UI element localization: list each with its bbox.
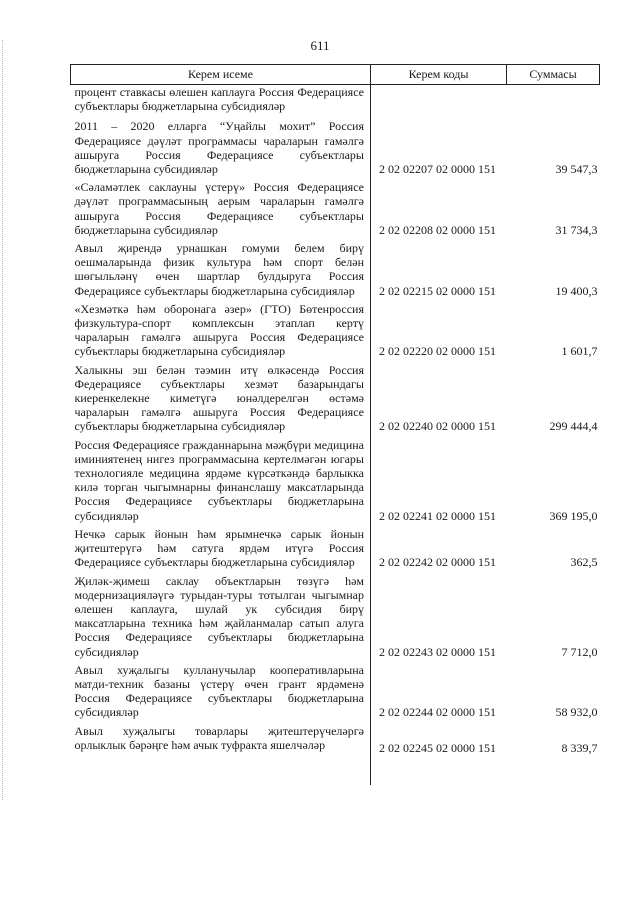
item-name: Авыл хуҗалыгы кулланучылар кооперативларына матди-техник базаны үстерү өчен грант ярдәменә Россия Федерациясе субъектлары бюджетларына субсидияләр bbox=[71, 663, 371, 724]
item-name: 2011 – 2020 елларга “Уңайлы мохит” Россия Федерациясе дәүләт программасы чараларын гамәлгә ашыруга Россия Федерациясе субъектлары бюджетларына субсидияләр bbox=[71, 119, 371, 180]
item-sum: 7 712,0 bbox=[561, 644, 598, 659]
table-row bbox=[71, 119, 600, 180]
item-code: 2 02 02220 02 0000 151 bbox=[379, 344, 496, 359]
item-name: Россия Федерациясе гражданнарына мәҗбүри медицина иминиятенең нигез программасына кертелмәгән югары технологияле медицина ярдәме күрсәткәндә барлыкка килә торган чыгымнарны финанслашу максатларында Россия Федерациясе субъектлары бюджетларына субсидияләр bbox=[71, 438, 371, 527]
table-row bbox=[71, 363, 600, 438]
item-name: Нечкә сарык йонын һәм ярымнечкә сарык йонын җитештерүгә һәм сатуга ярдәм итүгә Россия Федерациясе субъектлары бюджетларына субсидияләр bbox=[71, 527, 371, 574]
item-sum: 299 444,4 bbox=[549, 419, 598, 434]
item-code: 2 02 02208 02 0000 151 bbox=[379, 222, 496, 237]
item-sum: 362,5 bbox=[570, 555, 598, 570]
item-sum: 31 734,3 bbox=[555, 222, 598, 237]
header-item-sum: Суммасы bbox=[507, 65, 600, 85]
page-number: 611 bbox=[310, 38, 330, 53]
item-sum: 369 195,0 bbox=[549, 508, 598, 523]
table-row bbox=[71, 527, 600, 574]
table-row bbox=[71, 241, 600, 302]
table-header-row bbox=[71, 65, 600, 85]
table-row bbox=[71, 663, 600, 724]
item-code bbox=[371, 85, 507, 120]
header-item-code: Керем коды bbox=[371, 65, 507, 85]
item-code: 2 02 02215 02 0000 151 bbox=[379, 283, 496, 298]
item-sum bbox=[507, 85, 600, 120]
header-item-name: Керем исеме bbox=[71, 65, 371, 85]
item-code: 2 02 02207 02 0000 151 bbox=[379, 162, 496, 177]
item-code: 2 02 02243 02 0000 151 bbox=[379, 644, 496, 659]
left-margin-dotted-line bbox=[2, 40, 7, 800]
item-name: Авыл хуҗалыгы товарлары җитештерүчеләргә орлыклык бәрәңге һәм ачык туфракта яшелчәләр bbox=[71, 724, 371, 785]
table-row bbox=[71, 574, 600, 663]
item-code: 2 02 02240 02 0000 151 bbox=[379, 419, 496, 434]
item-sum: 19 400,3 bbox=[555, 283, 598, 298]
item-code: 2 02 02241 02 0000 151 bbox=[379, 508, 496, 523]
item-name: «Хезмәткә һәм оборонага әзер» (ГТО) Бөтенроссия физкультура-спорт комплексын этаплап кертү чараларын гамәлгә ашыруга Россия Федерациясе субъектлары бюджетларына субсидияләр bbox=[71, 302, 371, 363]
table-row bbox=[71, 302, 600, 363]
table-row bbox=[71, 438, 600, 527]
table-row bbox=[71, 180, 600, 241]
budget-table bbox=[70, 64, 600, 785]
item-name: Авыл җирендә урнашкан гомуми белем бирү оешмаларында физик культура һәм спорт белән шөгыльләнү өчен шартлар булдыруга Россия Федерациясе субъектлары бюджетларына субсидияләр bbox=[71, 241, 371, 302]
table-row bbox=[71, 724, 600, 785]
item-name: процент ставкасы өлешен каплауга Россия Федерациясе субъектлары бюджетларына субсидияләр bbox=[71, 85, 371, 120]
item-sum: 8 339,7 bbox=[561, 740, 598, 755]
item-code: 2 02 02242 02 0000 151 bbox=[379, 555, 496, 570]
item-sum: 39 547,3 bbox=[555, 162, 598, 177]
item-code: 2 02 02244 02 0000 151 bbox=[379, 705, 496, 720]
item-name: Халыкны эш белән тәэмин итү өлкәсендә Россия Федерациясе субъектлары хезмәт базарындагы киеренкелекне киметүгә юнәлдерелгән өстәмә чараларын гамәлгә ашыруга Россия Федерациясе субъектлары бюджетларына субсидияләр bbox=[71, 363, 371, 438]
item-code: 2 02 02245 02 0000 151 bbox=[379, 740, 496, 755]
item-sum: 58 932,0 bbox=[555, 705, 598, 720]
item-name: Җиләк-җимеш саклау объектларын төзүгә һәм модернизацияләүгә турыдан-туры тотылган чыгымнар өлешен каплауга, шулай ук субсидия бирү максатларына техника һәм җайланмалар сатып алуга Россия Федерациясе субъектлары бюджетларына субсидияләр bbox=[71, 574, 371, 663]
item-name: «Сәламәтлек саклауны үстерү» Россия Федерациясе дәүләт программасының аерым чараларын гамәлгә ашыруга Россия Федерациясе субъектлары бюджетларына субсидияләр bbox=[71, 180, 371, 241]
table-row bbox=[71, 85, 600, 120]
item-sum: 1 601,7 bbox=[561, 344, 598, 359]
